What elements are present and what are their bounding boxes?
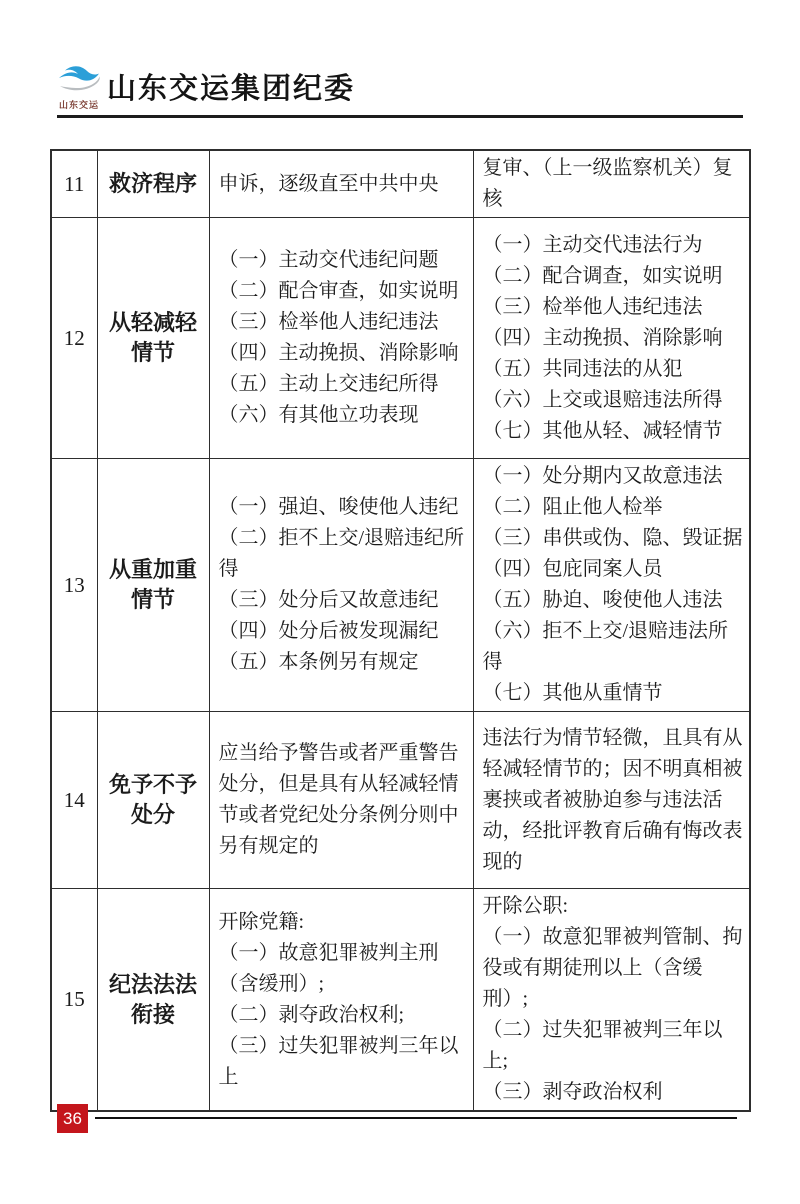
cell-line: （二）剥夺政治权利; [218,1003,405,1026]
cell-line: （六）上交或退赔违法所得 [482,388,723,411]
bird-logo-icon [56,60,102,98]
page-number-badge: 36 [57,1104,88,1133]
row-number: 15 [51,889,97,1112]
cell-line: （二）配合审查，如实说明 [218,280,459,302]
table-row [51,459,750,712]
cell-line: （二）配合调查，如实说明 [482,264,723,287]
cell-line: （一）主动交代违纪问题 [218,249,439,271]
cell-line: （一）强迫、唆使他人违纪 [218,496,459,518]
cell-line: （一）故意犯罪被判管制、拘役或有期徒刑以上（含缓刑）; [482,926,743,1010]
cell-line: 开除公职: [482,895,569,917]
row-number: 11 [51,150,97,218]
cell-line: （五）共同违法的从犯 [482,357,683,380]
table-row [51,150,750,218]
cell-line: （三）检举他人违纪违法 [218,311,439,333]
cell-line: （二）阻止他人检举 [482,496,663,518]
cell-line: （七）其他从轻、减轻情节 [482,419,723,442]
law-supervision-cell [473,889,750,1112]
cell-line: （一）处分期内又故意违法 [482,465,723,487]
header-divider [57,115,743,118]
cell-line: （三）串供或伪、隐、毁证据 [482,527,743,549]
cell-line: 开除党籍: [218,910,305,933]
cell-line: 复审、（上一级监察机关）复核 [482,157,733,210]
row-category: 免予不予处分 [97,712,209,889]
footer-divider [95,1117,737,1119]
party-discipline-cell [209,218,473,459]
cell-line: （四）包庇同案人员 [482,558,663,580]
company-logo [55,60,103,112]
cell-line: 申诉，逐级直至中共中央 [218,172,439,195]
row-number: 12 [51,218,97,459]
law-supervision-cell [473,712,750,889]
cell-line: （二）拒不上交/退赔违纪所得 [218,527,465,580]
cell-line: 应当给予警告或者严重警告处分，但是具有从轻减轻情节或者党纪处分条例分则中另有规定的 [218,742,459,857]
cell-line: （一）主动交代违法行为 [482,233,703,256]
row-number: 13 [51,459,97,712]
law-supervision-cell [473,218,750,459]
law-supervision-cell [473,459,750,712]
cell-line: （六）拒不上交/退赔违法所得 [482,620,729,673]
cell-line: （五）本条例另有规定 [218,651,419,673]
row-category: 从轻减轻情节 [97,218,209,459]
cell-line: （三）处分后又故意违纪 [218,589,439,611]
cell-line: （六）有其他立功表现 [218,404,419,426]
cell-line: （三）过失犯罪被判三年以上 [218,1034,459,1088]
party-discipline-cell [209,889,473,1112]
row-category: 救济程序 [97,150,209,218]
table-container [50,149,749,1112]
cell-line: （三）检举他人违纪违法 [482,295,703,318]
table-row [51,712,750,889]
cell-line: （四）处分后被发现漏纪 [218,620,439,642]
cell-line: （一）故意犯罪被判主刑（含缓刑）; [218,941,439,995]
logo-caption: 山东交运 [58,100,99,110]
row-category: 纪法法法衔接 [97,889,209,1112]
cell-line: （四）主动挽损、消除影响 [482,326,723,349]
table-row [51,218,750,459]
cell-line: （五）胁迫、唆使他人违法 [482,589,723,611]
cell-line: （七）其他从重情节 [482,682,663,704]
cell-line: （五）主动上交违纪所得 [218,373,439,395]
cell-line: （三）剥夺政治权利 [482,1081,663,1103]
table-row [51,889,750,1112]
party-discipline-cell [209,712,473,889]
party-discipline-cell [209,459,473,712]
page-title: 山东交运集团纪委 [107,73,356,105]
discipline-comparison-table [50,149,751,1112]
cell-line: （四）主动挽损、消除影响 [218,342,459,364]
row-category: 从重加重情节 [97,459,209,712]
party-discipline-cell [209,150,473,218]
row-number: 14 [51,712,97,889]
cell-line: （二）过失犯罪被判三年以上; [482,1019,723,1072]
cell-line: 违法行为情节轻微，且具有从轻减轻情节的；因不明真相被裹挟或者被胁迫参与违法活动，经批评教育后确有悔改表现的 [482,726,743,873]
law-supervision-cell [473,150,750,218]
